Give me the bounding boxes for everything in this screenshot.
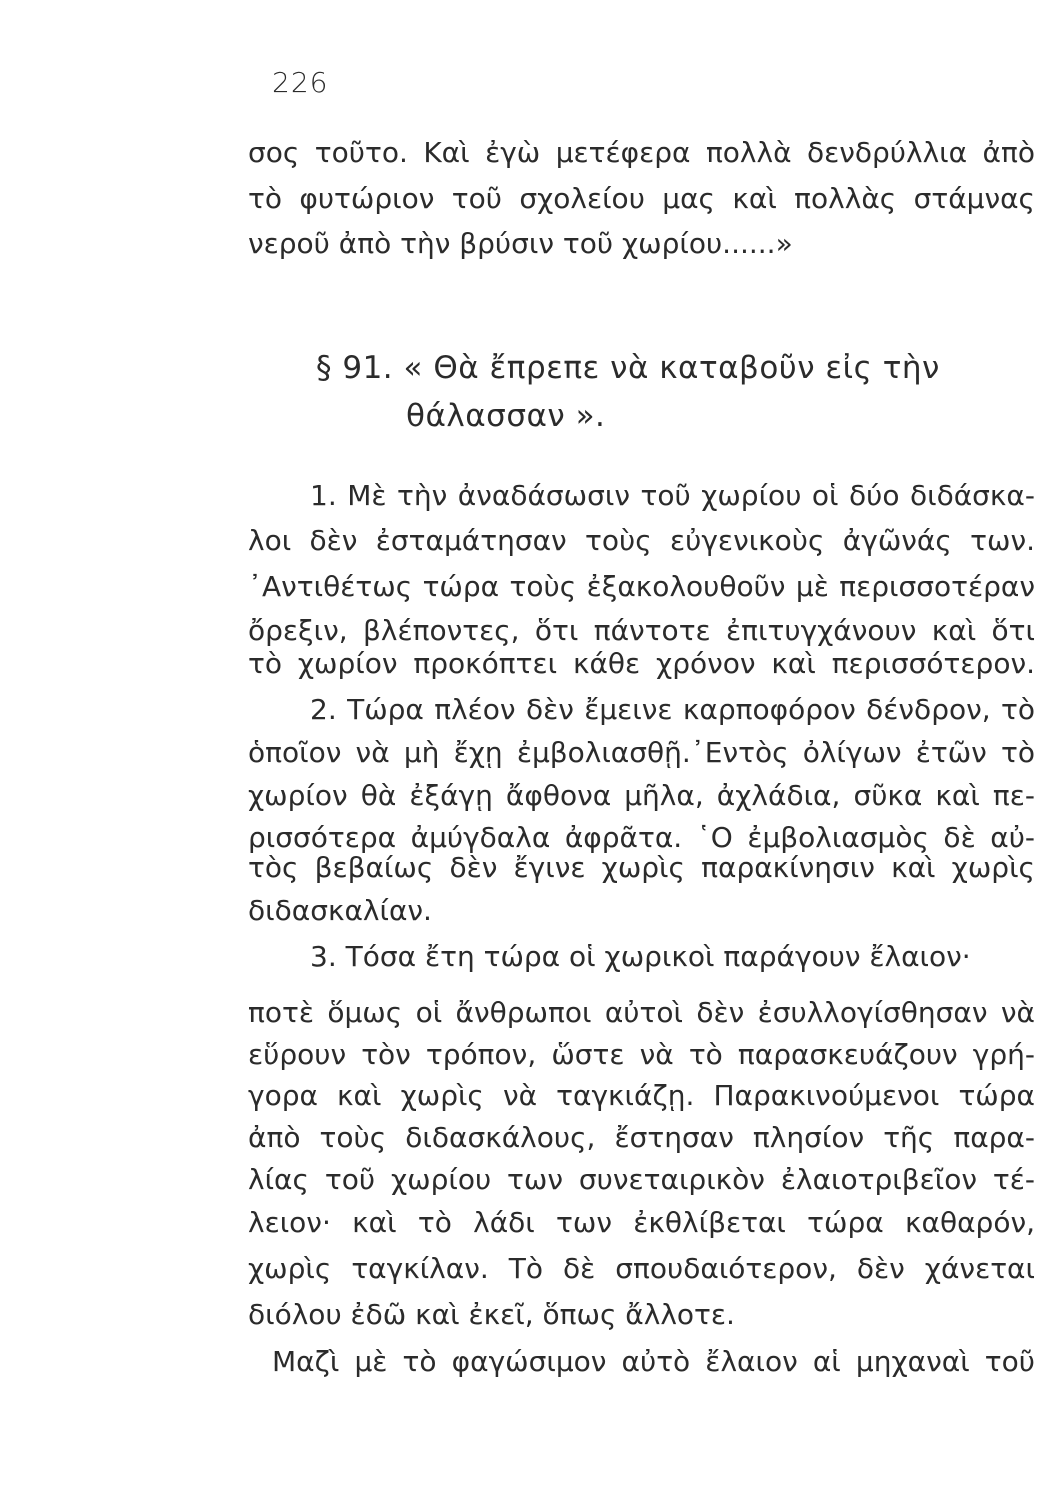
intro-line-1: σος τοῦτο. Καὶ ἐγὼ μετέφερα πολλὰ δενδρύλλια ἀπὸ bbox=[248, 136, 1035, 169]
body-line-15: γορα καὶ χωρὶς νὰ ταγκιάζῃ. Παρακινούμενοι τώρα bbox=[248, 1079, 1035, 1112]
body-line-17: λίας τοῦ χωρίου των συνεταιρικὸν ἐλαιοτριβεῖον τέ- bbox=[248, 1163, 1035, 1196]
body-line-5: τὸ χωρίον προκόπτει κάθε χρόνον καὶ περισσότερον. bbox=[248, 647, 1035, 680]
section-heading-line-2: θάλασσαν ». bbox=[406, 398, 606, 434]
body-line-16: ἀπὸ τοὺς διδασκάλους, ἔστησαν πλησίον τῆς παρα- bbox=[248, 1121, 1035, 1154]
body-line-18: λειον· καὶ τὸ λάδι των ἐκθλίβεται τώρα καθαρόν, bbox=[248, 1206, 1035, 1239]
body-line-4: ὄρεξιν, βλέποντες, ὅτι πάντοτε ἐπιτυγχάνουν καὶ ὅτι bbox=[248, 614, 1035, 647]
body-line-13: ποτὲ ὅμως οἱ ἄνθρωποι αὐτοὶ δὲν ἐσυλλογίσθησαν νὰ bbox=[248, 996, 1035, 1029]
page-number: 226 bbox=[272, 66, 329, 99]
intro-line-2: τὸ φυτώριον τοῦ σχολείου μας καὶ πολλὰς στάμνας bbox=[248, 182, 1035, 215]
body-line-3: ᾿Αντιθέτως τώρα τοὺς ἐξακολουθοῦν μὲ περισσοτέραν bbox=[248, 570, 1035, 603]
body-line-7: ὁποῖον νὰ μὴ ἔχῃ ἐμβολιασθῇ.᾿Εντὸς ὀλίγων ἐτῶν τὸ bbox=[248, 736, 1035, 769]
body-line-12: 3. Τόσα ἔτη τώρα οἱ χωρικοὶ παράγουν ἔλαιον· bbox=[310, 940, 971, 973]
body-line-20: διόλου ἐδῶ καὶ ἐκεῖ, ὅπως ἄλλοτε. bbox=[248, 1298, 735, 1331]
body-line-21: Μαζὶ μὲ τὸ φαγώσιμον αὐτὸ ἔλαιον αἱ μηχαναὶ τοῦ bbox=[272, 1345, 1035, 1378]
body-line-19: χωρὶς ταγκίλαν. Τὸ δὲ σπουδαιότερον, δὲν χάνεται bbox=[248, 1252, 1035, 1285]
body-line-9: ρισσότερα ἀμύγδαλα ἀφρᾶτα. ῾Ο ἐμβολιασμὸς δὲ αὐ- bbox=[248, 821, 1035, 854]
body-line-2: λοι δὲν ἐσταμάτησαν τοὺς εὐγενικοὺς ἀγῶνάς των. bbox=[248, 524, 1035, 557]
body-line-14: εὕρουν τὸν τρόπον, ὥστε νὰ τὸ παρασκευάζουν γρή- bbox=[248, 1038, 1035, 1071]
body-line-1: 1. Μὲ τὴν ἀναδάσωσιν τοῦ χωρίου οἱ δύο διδάσκα- bbox=[310, 479, 1035, 512]
section-heading-line-1: § 91. « Θὰ ἔπρεπε νὰ καταβοῦν εἰς τὴν bbox=[316, 350, 940, 386]
body-line-10: τὸς βεβαίως δὲν ἔγινε χωρὶς παρακίνησιν καὶ χωρὶς bbox=[248, 851, 1035, 884]
body-line-8: χωρίον θὰ ἐξάγῃ ἄφθονα μῆλα, ἀχλάδια, σῦκα καὶ πε- bbox=[248, 779, 1035, 812]
body-line-6: 2. Τώρα πλέον δὲν ἔμεινε καρποφόρον δένδρον, τὸ bbox=[310, 693, 1035, 726]
body-line-11: διδασκαλίαν. bbox=[248, 894, 432, 927]
intro-line-3: νεροῦ ἀπὸ τὴν βρύσιν τοῦ χωρίου......» bbox=[248, 227, 793, 260]
